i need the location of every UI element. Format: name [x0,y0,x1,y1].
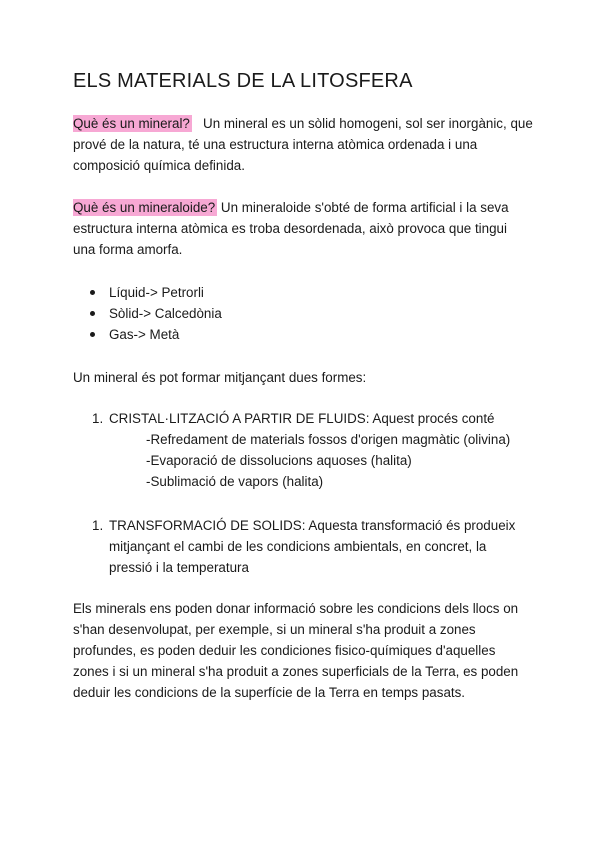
document-title: ELS MATERIALS DE LA LITOSFERA [73,70,413,92]
mineraloide-question: Què és un mineraloide? [73,200,216,215]
formation-item-text: TRANSFORMACIÓ DE SOLIDS: Aquesta transformació és produeix mitjançant el cambi de les condicions ambientals, en concret, la pressió i la temperatura [109,518,516,575]
list-item-text: Gas-> Metà [109,327,180,342]
formation-subitem: -Refredament de materials fossos d'origen magmàtic (olivina) [146,432,511,447]
list-item [73,303,222,324]
bullet-icon [90,332,95,337]
formation-item-crystallization [73,408,533,492]
formation-intro: Un mineral és pot formar mitjançant dues formes: [73,370,367,385]
formation-item-transformation [73,515,533,578]
bullet-icon [90,290,95,295]
conclusion-paragraph: Els minerals ens poden donar informació sobre les condicions dels llocs on s'han desenvolupat, per exemple, si un mineral s'ha produit a zones profundes, es poden deduir les condiciones fisico-químiques d'aquelles zones i si un mineral s'ha produit a zones superficials de la Terra, es poden deduir les condicions de la superfície de la Terra en temps pasats. [73,601,519,700]
list-number: 1. [92,411,104,426]
formation-item-text: CRISTAL·LITZACIÓ A PARTIR DE FLUIDS: Aquest procés conté [109,411,495,426]
mineral-answer: Un mineral es un sòlid homogeni, sol ser inorgànic, que prové de la natura, té una estructura interna atòmica ordenada i una composició química definida. [73,116,533,173]
list-item [73,282,222,303]
list-item [73,324,222,345]
mineral-definition [73,113,533,176]
bullet-icon [90,311,95,316]
mineraloide-answer: Un mineraloide s'obté de forma artificial i la seva estructura interna atòmica es troba desordenada, això provoca que tingui una forma amorfa. [73,200,509,257]
list-item-text: Líquid-> Petrorli [109,285,204,300]
list-item-text: Sòlid-> Calcedònia [109,306,222,321]
examples-list [73,282,222,345]
formation-subitem: -Sublimació de vapors (halita) [146,474,324,489]
list-number: 1. [92,518,104,533]
mineral-question: Què és un mineral? [73,116,190,131]
mineraloide-definition [73,197,533,260]
formation-subitem: -Evaporació de dissolucions aquoses (halita) [146,453,412,468]
